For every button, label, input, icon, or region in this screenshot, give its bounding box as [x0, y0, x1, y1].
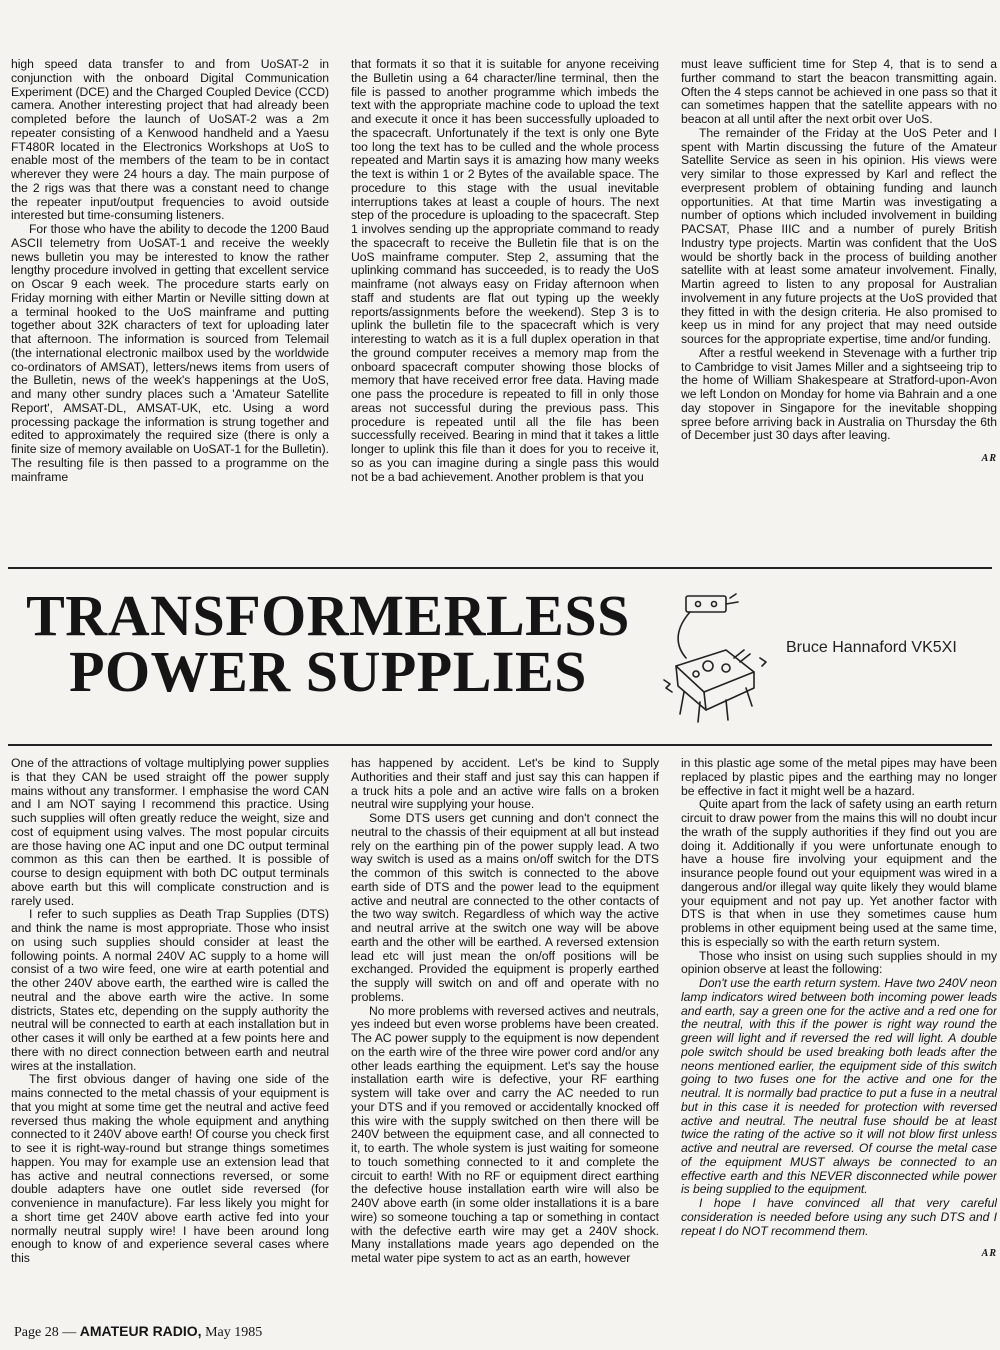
article-column-1 — [11, 757, 329, 1315]
paragraph: Those who insist on using such supplies should in my opinion observe at least the following: — [681, 948, 997, 977]
paragraph: in this plastic age some of the metal pipes may have been replaced by plastic pipes and the earthing may no longer be effective in fact it might well be a hazard. — [681, 757, 997, 798]
section-divider — [8, 567, 992, 569]
top-column-1 — [11, 58, 329, 548]
top-column-3 — [681, 58, 997, 548]
recommendations-paragraph: Don't use the earth return system. Have two 240V neon lamp indicators wired between both incoming power leads and earth, say a green one for the active and a red one for the neutral, with this if the power is right way round the green will light and if reversed the red will light. A double pole switch should be used breaking both leads after the neons mentioned earlier, the equipment side of this switch going to two fuses one for the active and one for the neutral. It is normally bad practice to put a fuse in a neutral but in this case it is needed for protection with reversed active and neutral. The neutral fuse should be at least twice the rating of the active so it will not blow first unless active and neutral are reversed. Of course the metal case of the equipment MUST always be connected to an effective earth and this NEVER disconnected while power is being supplied to the equipment. — [681, 976, 997, 1197]
cartoon-power-supply-with-plug-icon — [656, 588, 776, 728]
issue-date: May 1985 — [205, 1325, 263, 1340]
paragraph: No more problems with reversed actives and neutrals, yes indeed but even worse problems have been created. The AC power supply to the equipment is now dependent on the earth wire of the three wire power cord and/or any other leads earthing the equipment. Let's say the house installation earth wire is defective, your RF earthing system will take over and carry the AC needed to run your DTS and if you removed or accidentally knocked off this wire with the supply switched on then there will be 240V between the equipment case, and all connected to it, to earth. The whole system is just waiting for someone to touch something connected to it and complete the circuit to earth! With no RF or equipment direct earthing the defective house installation earth wire will also be 240V above earth (in some older installations it is a bare wire) so someone touching a tap or something in contact with the defective earth wire may get a 240V shock. Many installations made years ago depended on the metal water pipe system to act as an earth, however — [351, 1003, 659, 1265]
article-column-3 — [681, 757, 997, 1315]
magazine-name: AMATEUR RADIO, — [79, 1323, 202, 1339]
title-line-1: TRANSFORMERLESS — [26, 583, 630, 648]
paragraph: Some DTS users get cunning and don't connect the neutral to the chassis of their equipment at all but instead rely on the earthing pin of the power supply lead. A two way switch is used as a mains on/off switch for the DTS the common of this switch is connected to the above earth side of DTS and the power lead to the equipment active and neutral are connected to the other contacts of the two way switch. Regardless of which way the active and neutral arrive at the switch one way will be above earth and the other will be earthed. A reversed extension lead etc will just mean the on/off positions will be exchanged. Provided the equipment is properly earthed the supply will switch on and off and operate with no problems. — [351, 811, 659, 1004]
paragraph: The first obvious danger of having one side of the mains connected to the metal chassis of your equipment is that you might at some time get the neutral and active feed reversed thus making the whole equipment and anything connected to it 240V above earth! Of course you check first to see it is right-way-round but strange things sometimes happen. You may for example use an extension lead that has active and neutral connections reversed, or some double adapters have one outlet side reversed (for convenience in manufacture). Far less likely you might for a short time get 240V above earth active fed into your normally neutral supply wire! I have been around long enough to know of and experience several cases where this — [11, 1072, 329, 1265]
closing-paragraph: I hope I have convinced all that very careful consideration is needed before using any such DTS and I repeat I do NOT recommend them. — [681, 1196, 997, 1238]
paragraph: The remainder of the Friday at the UoS Peter and I spent with Martin discussing the future of the Amateur Satellite Service as seen in his opinion. His views were very similar to those expressed by Karl and reflect the everpresent problem of obtaining funding and launch opportunities. At that time Martin was investigating a number of options which included involvement in building PACSAT, Phase IIIC and a number of purely British Industry type projects. Martin was confident that the UoS would be shortly back in the process of building another satellite with at least some amateur involvement. Finally, Martin agreed to listen to any proposal for Australian involvement in any future projects at the UoS provided that they fitted in with the design criteria. He also promised to keep us in mind for any project that may need outside sources for the appropriate expertise, time and/or funding. — [681, 125, 997, 346]
article-body — [11, 757, 997, 1315]
header-divider — [8, 744, 992, 746]
page-number: Page 28 — — [14, 1325, 77, 1340]
continued-article — [11, 58, 997, 548]
end-mark: AR — [981, 1248, 997, 1260]
paragraph: must leave sufficient time for Step 4, that is to send a further command to start the beacon transmitting again. Often the 4 steps cannot be achieved in one pass so that it can sometimes happen that the satellite appears with no beacon at all until after the next orbit over UoS. — [681, 58, 997, 126]
article-column-2 — [351, 757, 659, 1315]
paragraph: that formats it so that it is suitable for anyone receiving the Bulletin using a 64 character/line terminal, then the file is passed to another programme which imbeds the text with the appropriate machine code to upload the text and execute it once it has been successfully uploaded to the spacecraft. Unfortunately if the text is only one Byte too long the text has to be culled and the whole process repeated and Martin says it is amazing how many weeks the text is within 1 or 2 Bytes of the available space. The procedure to this stage with the usual inevitable interruptions takes at least a couple of hours. The next step of the procedure is uploading to the spacecraft. Step 1 involves sending up the appropriate command to ready the spacecraft to receive the Bulletin file that is on the UoS mainframe computer. Step 2, assuming that the uplinking command has succeeded, is to ready the UoS mainframe (not always easy on Friday afternoon when staff and students are flat out typing up the weekly reports/assignments before the weekend). Step 3 is to uplink the bulletin file to the spacecraft which is very interesting to watch as it is a full duplex operation in that the ground computer receives a memory map from the onboard spacecraft computer showing those blocks of memory that have received error free data. Having made one pass the procedure is repeated to fill in only those areas not successful during the previous pass. This procedure is repeated until all the file has been successfully received. Bearing in mind that it takes a little longer to uplink this file than it does for you to receive it, so as you can imagine during a single pass this would not be a bad achievement. Another problem is that you — [351, 58, 659, 484]
paragraph: I refer to such supplies as Death Trap Supplies (DTS) and think the name is most appropriate. Those who insist on using such supplies should consider at least the following points. A normal 240V AC supply to a home will consist of a two wire feed, one wire at earth potential and the other 240V above earth, the earthed wire is called the neutral and the above earth wire the active. In some districts, States etc, depending on the supply authority the neutral will be connected to earth at each installation but in other cases it will only be earthed at a few points here and there with no direct connection between earth and neutral wires at the installation. — [11, 907, 329, 1073]
paragraph: has happened by accident. Let's be kind to Supply Authorities and their staff and just say this can happen if a truck hits a pole and an active wire falls on a broken neutral wire supplying your house. — [351, 757, 659, 812]
paragraph: One of the attractions of voltage multiplying power supplies is that they CAN be used straight off the power supply mains without any transformer. I emphasise the word CAN and I am NOT saying I recommend this practice. Using such supplies will often greatly reduce the weight, size and cost of equipment using valves. The most popular circuits are those having one AC input and one DC output terminal common as this can then be earthed. It is possible of course to design equipment with both DC output terminals above earth but this will complicate construction and is rarely used. — [11, 757, 329, 908]
top-column-2 — [351, 58, 659, 548]
page-footer — [14, 1323, 262, 1341]
paragraph: After a restful weekend in Stevenage with a further trip to Cambridge to visit James Miller and a sightseeing trip to the home of William Shakespeare at Stratford-upon-Avon we left London on Monday for home via Bahrain and a one day stopover in Singapore for the inevitable shopping spree before arriving back in Australia on Thursday the 6th of December just 30 days after leaving. — [681, 345, 997, 443]
paragraph: For those who have the ability to decode the 1200 Baud ASCII telemetry from UoSAT-1 and receive the weekly news bulletin you may be interested to know the rather lengthy procedure involved in getting that excellent service on Oscar 9 each week. The procedure starts early on Friday morning with either Martin or Neville sitting down at a terminal hooked to the UoS mainframe and putting together about 32K characters of text for uploading later that afternoon. The information is sourced from Telemail (the international electronic mailbox used by the worldwide co-ordinators of AMSAT), letters/news items from users of the Bulletin, news of the week's happenings at the UoS, and many other sundry places such a 'Amateur Satellite Report', AMSAT-DL, AMSAT-UK, etc. Using a word processing package the information is strung together and edited to approximately the required size (there is only a finite size of memory available on UoSAT-1 for the Bulletin). The resulting file is then passed to a programme on the mainframe — [11, 222, 329, 484]
article-title — [18, 583, 638, 704]
author-byline: Bruce Hannaford VK5XI — [786, 639, 957, 656]
paragraph: Quite apart from the lack of safety using an earth return circuit to draw power from the mains this will no doubt incur the wrath of the supply authorities if they find out you are doing it. Additionally if you were unfortunate enough to have a house fire involving your equipment and the insurance people found out your equipment was wired in a dangerous and/or illegal way quite likely they would blame your equipment and not pay up. Yet another factor with DTS is that when in use they sometimes cause hum problems in other equipment being used at the same time, this is especially so with the earth return system. — [681, 797, 997, 949]
title-line-2: POWER SUPPLIES — [69, 639, 587, 704]
paragraph: high speed data transfer to and from UoSAT-2 in conjunction with the onboard Digital Communication Experiment (DCE) and the Charged Coupled Device (CCD) camera. Another interesting project that had already been completed before the launch of UoSAT-2 was a 2m repeater consisting of a Kenwood handheld and a Yaesu FT480R located in the Electronics Workshops at UoS to enable most of the members of the team to be in contact wherever they were 24 hours a day. The main purpose of the 2 rigs was that there was a constant need to change the repeater input/output frequencies to avoid outside interested but time-consuming listeners. — [11, 58, 329, 223]
end-mark: AR — [981, 453, 997, 464]
